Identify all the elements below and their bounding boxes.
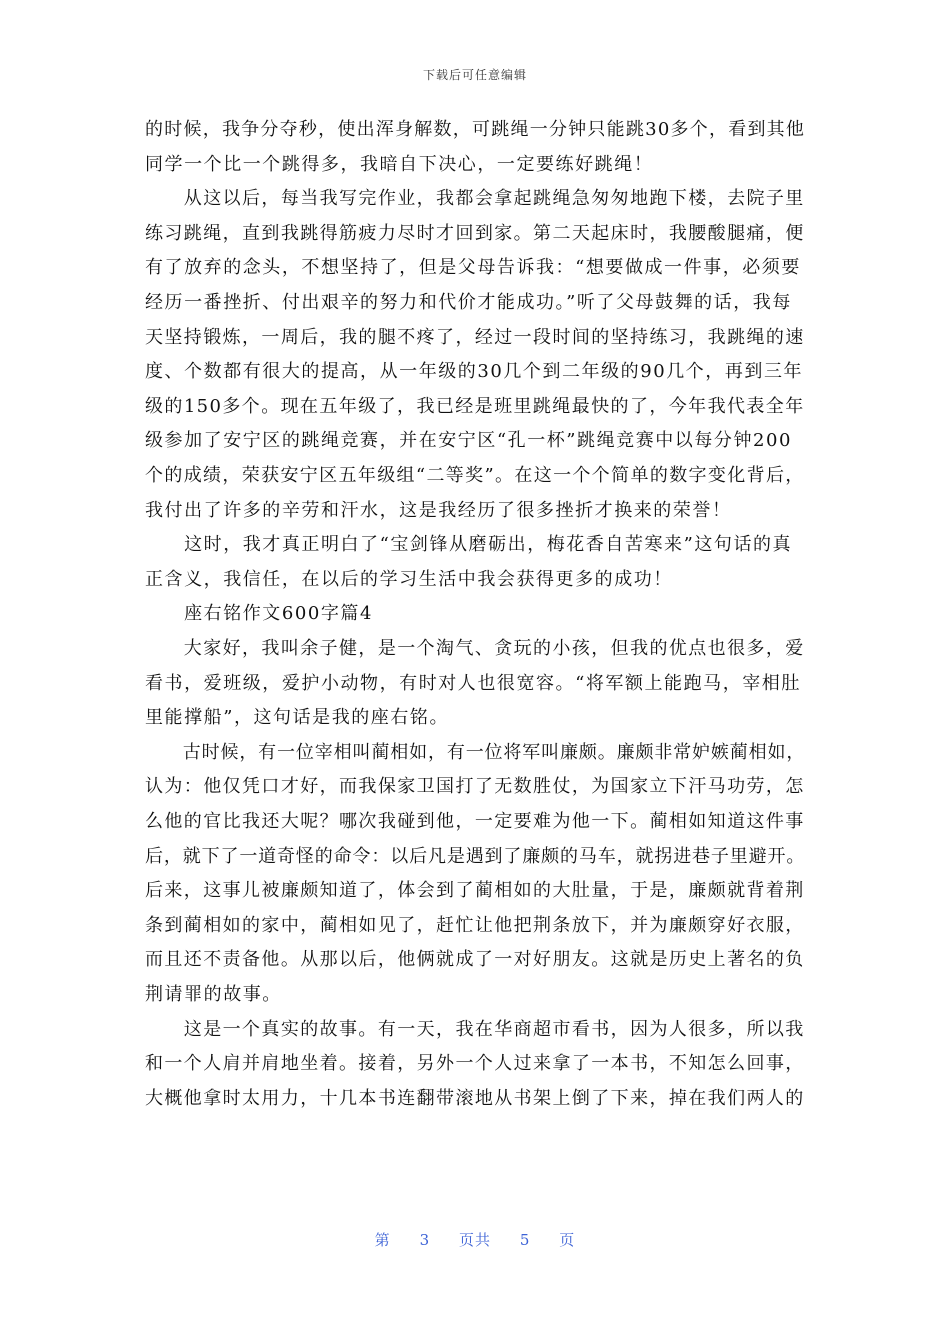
text-line: 同学一个比一个跳得多，我暗自下决心，一定要练好跳绳！ (145, 153, 654, 175)
page-footer (0, 1229, 950, 1250)
text-line: 我付出了许多的辛劳和汗水，这是我经历了很多挫折才换来的荣誉！ (145, 499, 732, 521)
text-line: 经历一番挫折、付出艰辛的努力和代价才能成功。”听了父母鼓舞的话，我每 (145, 292, 792, 313)
text-line: 有了放弃的念头，不想坚持了，但是父母告诉我：“想要做成一件事，必须要 (145, 257, 801, 279)
text-line: 条到蔺相如的家中，蔺相如见了，赶忙让他把荆条放下，并为廉颇穿好衣服， (145, 914, 805, 936)
text-line: 里能撑船”，这句话是我的座右铭。 (145, 707, 450, 729)
text-line: 么他的官比我还大呢？哪次我碰到他，一定要难为他一下。蔺相如知道这件事 (145, 811, 805, 832)
footer-suffix: 页 (559, 1231, 576, 1249)
page-header: 下载后可任意编辑 (422, 68, 527, 82)
text-line: 练习跳绳，直到我跳得筋疲力尽时才回到家。第二天起床时，我腰酸腿痛，便 (145, 222, 805, 244)
text-line: 荆请罪的故事。 (145, 984, 282, 1005)
text-line: 的时候，我争分夺秒，使出浑身解数，可跳绳一分钟只能跳30多个，看到其他 (145, 119, 806, 140)
text-line: 大家好，我叫余子健，是一个淘气、贪玩的小孩，但我的优点也很多，爱 (145, 638, 805, 659)
footer-total-pages: 5 (519, 1231, 531, 1249)
footer-prefix: 第 (374, 1231, 391, 1249)
text-line: 正含义，我信任，在以后的学习生活中我会获得更多的成功！ (145, 568, 673, 590)
text-line: 从这以后，每当我写完作业，我都会拿起跳绳急匆匆地跑下楼，去院子里 (145, 188, 805, 210)
text-line: 个的成绩，荣获安宁区五年级组“二等奖”。在这一个个简单的数字变化背后， (145, 465, 805, 486)
text-line: 天坚持锻炼，一周后，我的腿不疼了，经过一段时间的坚持练习，我跳绳的速 (145, 326, 805, 348)
footer-middle: 页共 (458, 1231, 491, 1249)
text-line: 这是一个真实的故事。有一天，我在华商超市看书，因为人很多，所以我 (145, 1018, 805, 1040)
text-line: 度、个数都有很大的提高，从一年级的30几个到二年级的90几个，再到三年 (145, 361, 804, 383)
text-line: 认为：他仅凭口才好，而我保家卫国打了无数胜仗，为国家立下汗马功劳，怎 (145, 776, 805, 798)
text-line: 而且还不责备他。从那以后，他俩就成了一对好朋友。这就是历史上著名的负 (145, 949, 805, 971)
text-line: 后，就下了一道奇怪的命令：以后凡是遇到了廉颇的马车，就拐进巷子里避开。 (145, 845, 806, 867)
text-line: 级的150多个。现在五年级了，我已经是班里跳绳最快的了，今年我代表全年 (145, 395, 805, 417)
text-line: 级参加了安宁区的跳绳竞赛，并在安宁区“孔一杯”跳绳竞赛中以每分钟200 (145, 430, 793, 452)
text-line: 和一个人肩并肩地坐着。接着，另外一个人过来拿了一本书，不知怎么回事， (145, 1053, 805, 1075)
footer-current-page: 3 (419, 1231, 431, 1249)
text-line: 后来，这事儿被廉颇知道了，体会到了蔺相如的大肚量，于是，廉颇就背着荆 (145, 880, 805, 902)
text-line: 这时，我才真正明白了“宝剑锋从磨砺出，梅花香自苦寒来”这句话的真 (145, 534, 793, 556)
text-line: 看书，爱班级，爱护小动物，有时对人也很宽容。“将军额上能跑马，宰相肚 (145, 672, 801, 694)
text-line: 大概他拿时太用力，十几本书连翻带滚地从书架上倒了下来，掉在我们两人的 (145, 1087, 805, 1109)
text-line: 古时候，有一位宰相叫蔺相如，有一位将军叫廉颇。廉颇非常妒嫉蔺相如， (145, 741, 806, 763)
text-line: 座右铭作文600字篇4 (145, 603, 373, 625)
